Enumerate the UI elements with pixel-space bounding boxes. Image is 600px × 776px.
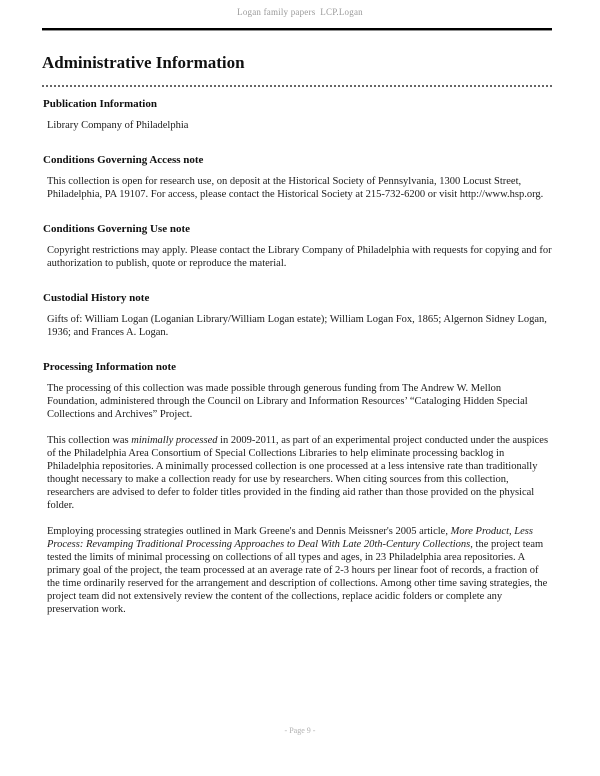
page-number: - Page 9 - [284, 726, 316, 735]
italic-text-run: More Product, Less Process: Revamping Traditional Processing Approaches to Deal With Late 20th-Century Collections [47, 526, 533, 550]
text-run: Copyright restrictions may apply. Please contact the Library Company of Philadelphia with requests for copying and for authorization to publish, quote or reproduce the material. [47, 245, 552, 269]
section-heading: Publication Information [43, 98, 157, 110]
dotted-rule [42, 85, 552, 87]
document-body [0, 98, 600, 616]
top-rule [42, 28, 552, 31]
text-run: This collection was [47, 435, 132, 446]
paragraph [47, 175, 552, 201]
section-heading: Conditions Governing Use note [43, 223, 190, 235]
section-processing-information-note [43, 361, 552, 616]
paragraph [47, 313, 552, 339]
text-run: Employing processing strategies outlined in Mark Greene's and Dennis Meissner's 2005 article, [47, 526, 451, 537]
italic-text-run: minimally processed [131, 435, 218, 446]
text-run: This collection is open for research use, on deposit at the Historical Society of Pennsylvania, 1300 Locust Street, Philadelphia, PA 19107. For access, please contact the Historical Society at 215-732-6200 or visit http://www.hsp.org. [47, 176, 544, 200]
text-run: , the project team tested the limits of minimal processing on collections of all types and ages, in 23 Philadelphia area repositories. A primary goal of the project, the team processed at an average rate of 2-3 hours per linear foot of records, a fraction of the time ordinarily reserved for the arrangement and description of collections. Among other time saving strategies, the project team did not extensively review the content of the collections, replace acidic folders or complete any preservation work. [47, 539, 548, 615]
text-run: Library Company of Philadelphia [47, 120, 189, 131]
text-run: Gifts of: William Logan (Loganian Library/William Logan estate); William Logan Fox, 1865; Algernon Sidney Logan, 1936; and Frances A. Logan. [47, 314, 547, 338]
section-publication-information [43, 98, 552, 132]
section-heading: Processing Information note [43, 361, 177, 373]
paragraph [47, 244, 552, 270]
text-run: in 2009-2011, as part of an experimental project conducted under the auspices of the Philadelphia Area Consortium of Special Collections Libraries to help eliminate processing backlog in Philadelphia repositories. A minimally processed collection is one processed at a less intensive rate than traditionally thought necessary to make a collection ready for use by researchers. When citing sources from this collection, researchers are advised to defer to folder titles provided in the finding aid rather than those provided on the physical folder. [47, 435, 549, 511]
running-header: Logan family papers LCP.Logan [237, 7, 363, 17]
section-conditions-governing-use-note [43, 223, 552, 270]
paragraph [47, 119, 552, 132]
section-custodial-history-note [43, 292, 552, 339]
paragraph [47, 382, 552, 421]
section-conditions-governing-access-note [43, 154, 552, 201]
paragraph [47, 434, 552, 512]
page-title: Administrative Information [42, 53, 245, 72]
text-run: The processing of this collection was made possible through generous funding from The Andrew W. Mellon Foundation, administered through the Council on Library and Information Resources’ “Cataloging Hidden Special Collections and Archives” Project. [47, 383, 528, 420]
section-heading: Custodial History note [43, 292, 150, 304]
section-heading: Conditions Governing Access note [43, 154, 204, 166]
paragraph [47, 525, 552, 616]
